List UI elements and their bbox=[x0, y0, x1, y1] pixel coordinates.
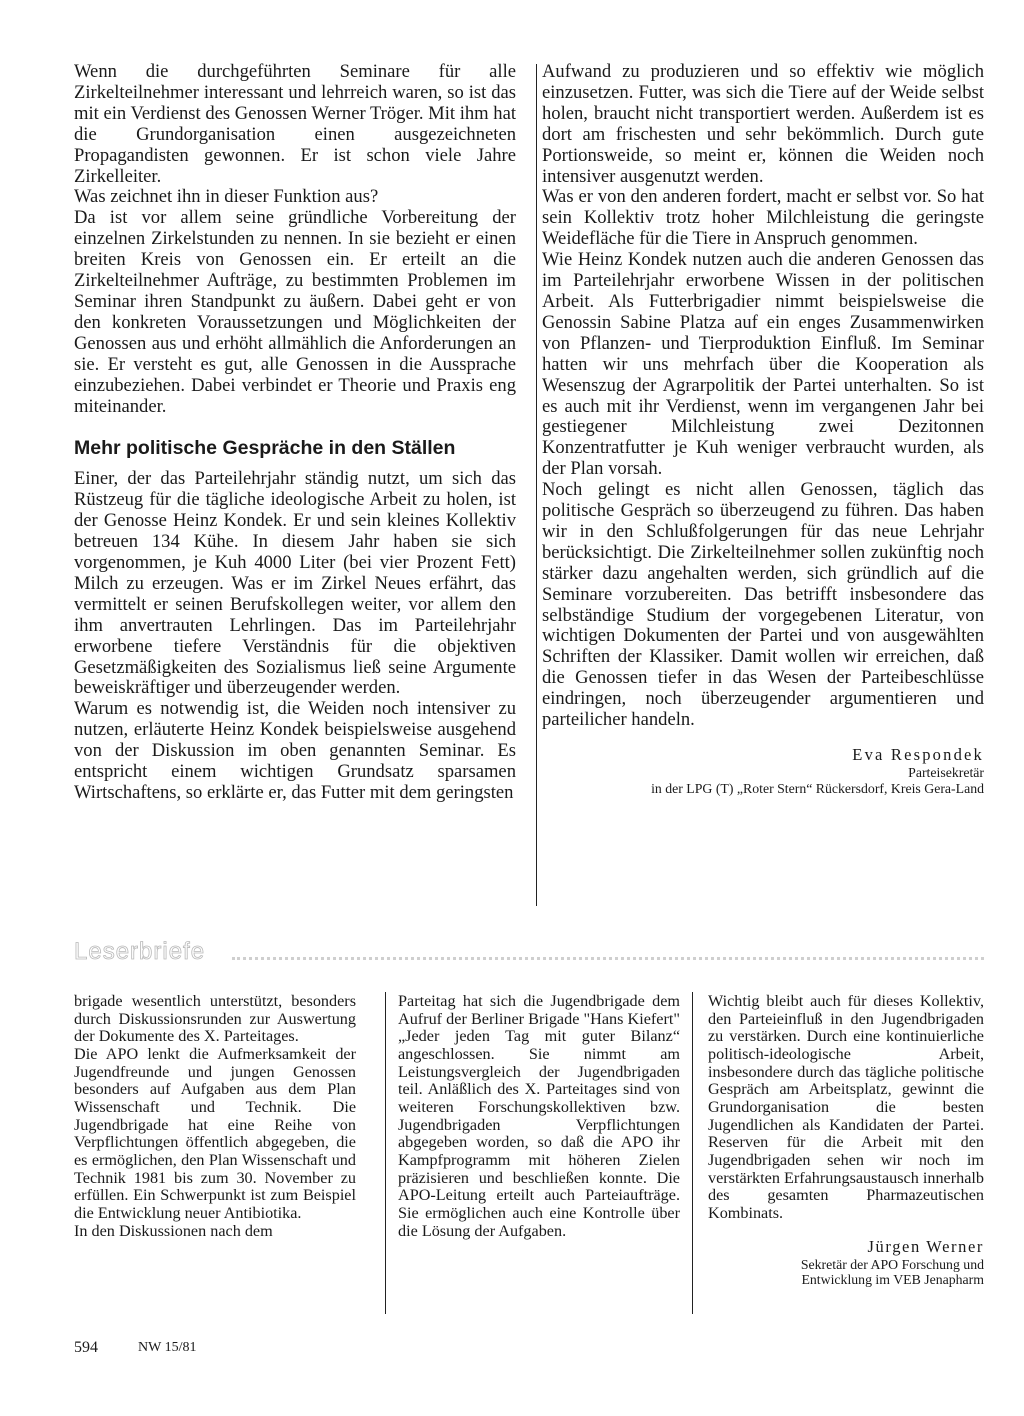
top-right-column bbox=[542, 62, 984, 796]
column-rule bbox=[385, 992, 386, 1314]
issue-label: NW 15/81 bbox=[138, 1340, 197, 1355]
signature bbox=[542, 745, 984, 796]
paragraph: Aufwand zu produzieren und so effektiv wie möglich einzusetzen. Futter, was sich die Tiere auf der Weide selbst holen, braucht nicht transportiert werden. Außerdem ist es dort am frischesten und sehr bekömmlich. Durch gute Portionsweide, so meint er, können die Weiden noch intensiver ausgenutzt werden. bbox=[542, 61, 984, 187]
paragraph: Parteitag hat sich die Jugendbrigade dem Aufruf der Berliner Brigade "Hans Kiefert" „Jeder jeden Tag mit guter Bilanz“ angeschlossen. Sie nimmt am Leistungsvergleich der Jugendbrigaden teil. Anläßlich des X. Parteitages sind von weiteren Forschungskollektiven bzw. Jugendbrigaden Verpflichtungen abgegeben worden, so daß die APO ihr Kampfprogramm mit höheren Zielen präzisieren und beschließen konnte. Die APO-Leitung erteilt auch Parteiaufträge. Sie ermöglichen auch eine Kontrolle über die Lösung der Aufgaben. bbox=[398, 992, 680, 1240]
bottom-column-3 bbox=[708, 993, 984, 1288]
paragraph: Wichtig bleibt auch für dieses Kollektiv, den Parteieinfluß in den Jugendbrigaden zu verstärken. Durch eine kontinuierliche politisch-ideologische Arbeit, insbesondere durch das tägliche politische Gespräch am Arbeitsplatz, gewinnt die Grundorganisation die besten Jugendlichen als Kandidaten der Partei. Reserven für die Arbeit mit den Jugendbrigaden sehen wir noch im verstärkten Erfahrungsaustausch innerhalb des gesamten Pharmazeutischen Kombinats. bbox=[708, 992, 984, 1222]
signature bbox=[708, 1237, 984, 1288]
signature-role: Sekretär der APO Forschung und bbox=[800, 1256, 984, 1272]
paragraph: brigade wesentlich unterstützt, besonders durch Diskussionsrunden zur Auswertung der Dokumente des X. Parteitages. bbox=[74, 992, 356, 1046]
paragraph: Wie Heinz Kondek nutzen auch die anderen Genossen das im Parteilehrjahr erworbene Wissen in der politischen Arbeit. Als Futterbrigadier nimmt beispielsweise die Genossin Sabine Platza auf ein enges Zusammenwirken von Pflanzen- und Tierproduktion Einfluß. Im Seminar hatten wir uns mehrfach über die Kooperation als Wesenszug der Agrarpolitik der Partei unterhalten. So ist es auch mit ihr Verdienst, wenn im vergangenen Jahr bei gestiegener Milchleistung zwei Dezitonnen Konzentratfutter je Kuh weniger verbraucht wurden, als der Plan vorsah. bbox=[542, 249, 984, 480]
bottom-column-2 bbox=[398, 993, 680, 1240]
column-rule bbox=[536, 64, 537, 906]
paragraph: Da ist vor allem seine gründliche Vorbereitung der einzelnen Zirkelstunden zu nennen. In sie bezieht er einen breiten Kreis von Genossen ein. Er erteilt an die Zirkelteilnehmer Aufträge, zu bestimmten Problemen im Seminar ihren Standpunkt zu äußern. Dabei geht er von den konkreten Voraussetzungen und Möglichkeiten der Genossen aus und erhöht allmählich die Anforderungen an sie. Er versteht es gut, alle Genossen in die Aussprache einzubeziehen. Dabei verbindet er Theorie und Praxis eng miteinander. bbox=[74, 207, 516, 417]
paragraph: Noch gelingt es nicht allen Genossen, täglich das politische Gespräch so überzeugend zu führen. Das haben wir in den Schlußfolgerungen für das neue Lehrjahr berücksichtigt. Die Zirkelteilnehmer sollen zukünftig noch stärker dazu angehalten werden, sich gründlich auf die Seminare vorzubereiten. Das betrifft insbesondere das selbständige Studium der vorgegebenen Literatur, von wichtigen Dokumenten der Partei und von ausgewählten Schriften der Klassiker. Damit wollen wir erreichen, daß die Genossen tiefer in das Wesen der Parteibeschlüsse eindringen, noch überzeugender argumentieren und parteilicher handeln. bbox=[542, 479, 984, 731]
paragraph: Was zeichnet ihn in dieser Funktion aus? bbox=[74, 186, 379, 208]
paragraph: Was er von den anderen fordert, macht er selbst vor. So hat sein Kollektiv trotz hoher Milchleistung die geringste Weidefläche für die Tiere in Anspruch genommen. bbox=[542, 186, 984, 250]
bottom-column-1 bbox=[74, 993, 356, 1240]
paragraph: Wenn die durchgeführten Seminare für alle Zirkelteilnehmer interessant und lehrreich waren, so ist das mit ein Verdienst des Genossen Werner Tröger. Mit ihm hat die Grundorganisation einen ausgezeichneten Propagandisten gewonnen. Er ist schon viele Jahre Zirkelleiter. bbox=[74, 61, 516, 187]
signature-name: Jürgen Werner bbox=[867, 1236, 984, 1256]
section-label: Leserbriefe bbox=[74, 938, 206, 965]
signature-name: Eva Respondek bbox=[852, 745, 984, 764]
signature-role: Parteisekretär bbox=[908, 765, 984, 780]
dotted-divider bbox=[232, 957, 984, 960]
page-number: 594 bbox=[74, 1339, 98, 1356]
paragraph: Einer, der das Parteilehrjahr ständig nutzt, um sich das Rüstzeug für die tägliche ideologische Arbeit zu holen, ist der Genosse Heinz Kondek. Er und sein kleines Kollektiv betreuen 134 Kühe. In diesem Jahr haben sie sich vorgenommen, je Kuh 4000 Liter (bei vier Prozent Fett) Milch zu erzeugen. Was er im Zirkel Neues erfährt, das vermittelt er seinen Berufskollegen weiter, vor allem den ihm anvertrauten Lehrlingen. Das im Parteilehrjahr erworbene tiefere Verständnis für die objektiven Gesetzmäßigkeiten des Sozialismus ließ seine Argumente beweiskräftiger und überzeugender werden. bbox=[74, 468, 516, 699]
signature-org: Entwicklung im VEB Jenapharm bbox=[801, 1272, 984, 1288]
paragraph: Warum es notwendig ist, die Weiden noch intensiver zu nutzen, erläuterte Heinz Kondek beispielsweise ausgehend von der Diskussion im oben genannten Seminar. Es entspricht einem wichtigen Grundsatz sparsamen Wirtschaftens, so erklärte er, das Futter mit dem geringsten bbox=[74, 698, 516, 803]
paragraph: In den Diskussionen nach dem bbox=[74, 1221, 273, 1240]
column-rule bbox=[692, 992, 693, 1314]
top-left-column bbox=[74, 62, 516, 804]
section-heading: Mehr politische Gespräche in den Ställen bbox=[74, 437, 456, 460]
paragraph: Die APO lenkt die Aufmerksamkeit der Jugendfreunde und jungen Genossen besonders auf Aufgaben aus dem Plan Wissenschaft und Technik. Die Jugendbrigade hat eine Reihe von Verpflichtungen öffentlich abgegeben, die es ermöglichen, den Plan Wissenschaft und Technik 1981 bis zum 30. November zu erfüllen. Ein Schwerpunkt ist zum Beispiel die Entwicklung neuer Antibiotika. bbox=[74, 1044, 356, 1222]
signature-org: in der LPG (T) „Roter Stern“ Rückersdorf, Kreis Gera-Land bbox=[651, 780, 984, 796]
